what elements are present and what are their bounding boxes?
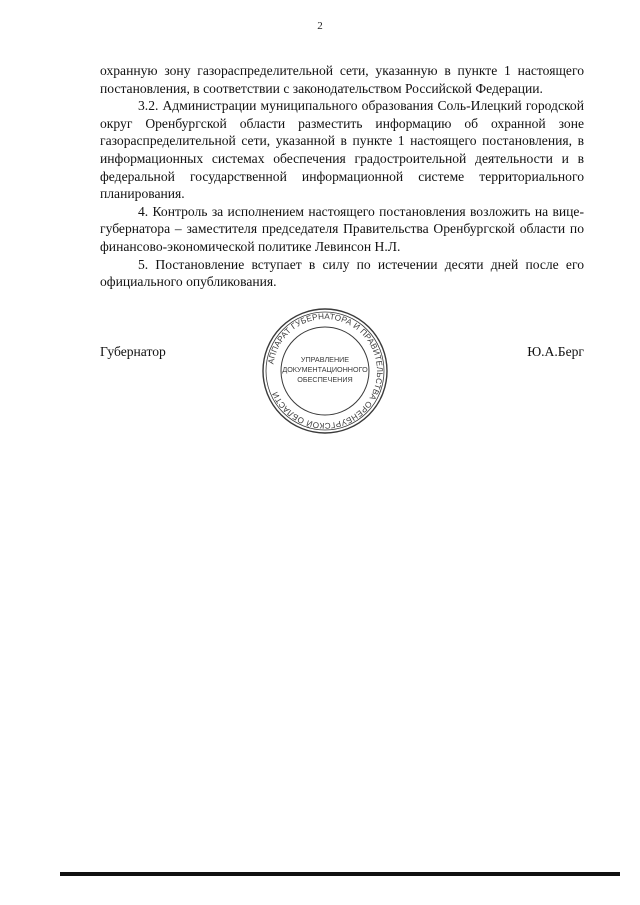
document-body xyxy=(100,62,584,291)
signatory-name: Ю.А.Берг xyxy=(527,344,584,359)
official-seal-stamp xyxy=(260,306,390,436)
paragraph-4: 4. Контроль за исполнением настоящего постановления возложить на вице-губернатора – заместителя председателя Правительства Оренбургской области по финансово-экономической политике Левинсон Н.Л. xyxy=(100,203,584,254)
seal-center-line-2: ДОКУМЕНТАЦИОННОГО xyxy=(282,365,368,374)
paragraph-5: 5. Постановление вступает в силу по истечении десяти дней после его официального опубликования. xyxy=(100,256,584,290)
seal-graphic xyxy=(260,306,390,436)
signatory-title: Губернатор xyxy=(100,344,166,359)
seal-center-line-3: ОБЕСПЕЧЕНИЯ xyxy=(297,375,353,384)
page-number: 2 xyxy=(317,20,323,32)
seal-outer-text: АППАРАТ ГУБЕРНАТОРА И ПРАВИТЕЛЬСТВА ОРЕНБУРГСКОЙ ОБЛАСТИ xyxy=(266,311,385,431)
footer-rule xyxy=(60,872,620,876)
seal-center-line-1: УПРАВЛЕНИЕ xyxy=(300,355,350,364)
paragraph-continuation: охранную зону газораспределительной сети, указанную в пункте 1 настоящего постановления, в соответствии с законодательством Российской Федерации. xyxy=(100,63,584,96)
paragraph-3-2: 3.2. Администрации муниципального образования Соль-Илецкий городской округ Оренбургской области разместить информацию об охранной зоне газораспределительной сети, указанной в пункте 1 настоящего постановления, в информационных системах обеспечения градостроительной деятельности и в федеральной государственной информационной системе территориального планирования. xyxy=(100,98,584,202)
